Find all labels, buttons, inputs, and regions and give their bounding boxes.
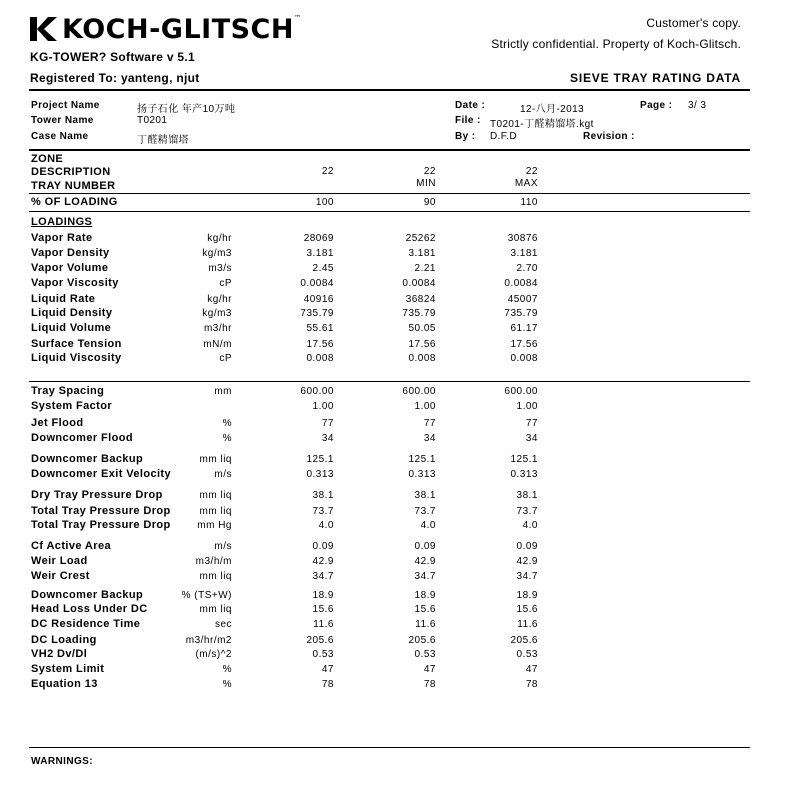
- registered-to: Registered To: yanteng, njut: [30, 71, 200, 85]
- case-name-value: 丁醛精馏塔: [137, 135, 189, 146]
- loading-percent-label: % OF LOADING: [31, 196, 118, 208]
- row-unit: m/s: [214, 469, 232, 480]
- row-value: 34.7: [516, 571, 538, 582]
- row-value: 47: [525, 664, 538, 675]
- row-unit: m3/hr/m2: [185, 635, 232, 646]
- by-label: By :: [455, 131, 476, 142]
- row-value: 47: [321, 664, 334, 675]
- description-label: DESCRIPTION: [31, 166, 111, 178]
- row-value: 4.0: [420, 520, 436, 531]
- row-value: 45007: [507, 294, 538, 305]
- row-unit: cP: [219, 353, 232, 364]
- divider: [29, 747, 750, 748]
- row-value: 2.70: [516, 263, 538, 274]
- divider: [29, 89, 750, 91]
- warnings-label: WARNINGS:: [31, 756, 93, 767]
- by-value: D.F.D: [490, 131, 517, 142]
- row-value: 0.53: [516, 649, 538, 660]
- row-value: 1.00: [516, 401, 538, 412]
- row-value: 34: [525, 433, 538, 444]
- page-value: 3/ 3: [688, 100, 707, 111]
- row-value: 77: [423, 418, 436, 429]
- divider: [29, 381, 750, 382]
- row-value: 0.313: [408, 469, 436, 480]
- row-value: 78: [321, 679, 334, 690]
- row-value: 42.9: [414, 556, 436, 567]
- copy-note: Customer's copy.: [646, 16, 741, 30]
- row-value: 47: [423, 664, 436, 675]
- row-value: 34.7: [414, 571, 436, 582]
- row-value: 18.9: [516, 590, 538, 601]
- row-value: 3.181: [510, 248, 538, 259]
- revision-label: Revision :: [583, 131, 635, 142]
- divider: [29, 193, 750, 194]
- project-name-value: 扬子石化 年产10万吨: [137, 104, 236, 115]
- row-label: Total Tray Pressure Drop: [31, 519, 171, 531]
- row-value: 11.6: [517, 619, 538, 630]
- row-label: Total Tray Pressure Drop: [31, 505, 171, 517]
- row-value: 735.79: [402, 308, 436, 319]
- row-value: 205.6: [510, 635, 538, 646]
- description-value: 22: [525, 166, 538, 177]
- row-value: 600.00: [402, 386, 436, 397]
- row-unit: mm liq: [199, 571, 232, 582]
- tower-name-label: Tower Name: [31, 115, 94, 126]
- row-unit: m3/h/m: [195, 556, 232, 567]
- row-label: Head Loss Under DC: [31, 603, 148, 615]
- row-value: 3.181: [306, 248, 334, 259]
- trademark-symbol: ™: [293, 14, 302, 22]
- row-value: 61.17: [510, 323, 538, 334]
- tray-number-label: TRAY NUMBER: [31, 180, 116, 192]
- row-value: 0.008: [306, 353, 334, 364]
- description-value: 22: [321, 166, 334, 177]
- loading-percent-value: 90: [423, 197, 436, 208]
- row-value: 38.1: [516, 490, 538, 501]
- date-value: 12-八月-2013: [520, 104, 585, 115]
- row-unit: cP: [219, 278, 232, 289]
- row-value: 55.61: [306, 323, 334, 334]
- row-value: 77: [321, 418, 334, 429]
- row-value: 11.6: [313, 619, 334, 630]
- row-value: 0.09: [312, 541, 334, 552]
- row-value: 50.05: [408, 323, 436, 334]
- row-value: 17.56: [510, 339, 538, 350]
- row-label: Weir Load: [31, 555, 88, 567]
- row-value: 42.9: [312, 556, 334, 567]
- row-label: Vapor Rate: [31, 232, 93, 244]
- row-label: Liquid Volume: [31, 322, 112, 334]
- row-label: Surface Tension: [31, 338, 122, 350]
- row-label: Cf Active Area: [31, 540, 111, 552]
- tray-number-value: MIN: [416, 178, 436, 189]
- row-unit: %: [222, 679, 232, 690]
- row-unit: %: [222, 418, 232, 429]
- row-value: 15.6: [312, 604, 334, 615]
- row-value: 0.09: [516, 541, 538, 552]
- row-value: 0.008: [408, 353, 436, 364]
- divider: [29, 149, 750, 151]
- row-unit: mm liq: [199, 506, 232, 517]
- row-value: 78: [525, 679, 538, 690]
- row-value: 34.7: [312, 571, 334, 582]
- row-unit: kg/m3: [202, 308, 232, 319]
- file-value: T0201-丁醛精馏塔.kgt: [490, 119, 594, 130]
- row-value: 36824: [405, 294, 436, 305]
- row-value: 1.00: [312, 401, 334, 412]
- row-value: 3.181: [408, 248, 436, 259]
- row-label: Liquid Density: [31, 307, 113, 319]
- row-label: DC Residence Time: [31, 618, 141, 630]
- row-value: 4.0: [318, 520, 334, 531]
- row-value: 38.1: [312, 490, 334, 501]
- row-label: Weir Crest: [31, 570, 90, 582]
- row-value: 28069: [303, 233, 334, 244]
- row-label: Equation 13: [31, 678, 98, 690]
- row-value: 34: [321, 433, 334, 444]
- row-value: 125.1: [408, 454, 436, 465]
- row-value: 1.00: [414, 401, 436, 412]
- project-name-label: Project Name: [31, 100, 100, 111]
- row-label: VH2 Dv/Dl: [31, 648, 88, 660]
- row-value: 125.1: [306, 454, 334, 465]
- row-label: Tray Spacing: [31, 385, 105, 397]
- row-value: 0.008: [510, 353, 538, 364]
- row-value: 40916: [303, 294, 334, 305]
- row-value: 73.7: [312, 506, 334, 517]
- tower-name-value: T0201: [137, 115, 168, 126]
- row-value: 11.6: [415, 619, 436, 630]
- row-unit: mm liq: [199, 490, 232, 501]
- row-label: System Factor: [31, 400, 113, 412]
- row-unit: kg/hr: [207, 233, 232, 244]
- row-unit: mN/m: [203, 339, 232, 350]
- row-value: 73.7: [516, 506, 538, 517]
- row-label: Downcomer Flood: [31, 432, 133, 444]
- logo-text: KOCH-GLITSCH: [62, 14, 294, 45]
- row-label: Liquid Rate: [31, 293, 96, 305]
- row-value: 38.1: [414, 490, 436, 501]
- row-value: 600.00: [300, 386, 334, 397]
- row-value: 15.6: [516, 604, 538, 615]
- row-unit: mm Hg: [197, 520, 232, 531]
- row-value: 2.45: [312, 263, 334, 274]
- row-value: 73.7: [414, 506, 436, 517]
- report-title: SIEVE TRAY RATING DATA: [570, 71, 741, 85]
- row-value: 78: [423, 679, 436, 690]
- row-label: Downcomer Backup: [31, 589, 144, 601]
- date-label: Date :: [455, 100, 486, 111]
- row-unit: mm liq: [199, 604, 232, 615]
- row-value: 735.79: [300, 308, 334, 319]
- row-label: Dry Tray Pressure Drop: [31, 489, 163, 501]
- row-label: Vapor Viscosity: [31, 277, 119, 289]
- row-label: Liquid Viscosity: [31, 352, 122, 364]
- row-value: 0.53: [312, 649, 334, 660]
- row-unit: mm liq: [199, 454, 232, 465]
- row-label: Vapor Volume: [31, 262, 109, 274]
- row-value: 0.53: [414, 649, 436, 660]
- row-label: Downcomer Backup: [31, 453, 144, 465]
- row-unit: m/s: [214, 541, 232, 552]
- row-value: 0.0084: [300, 278, 334, 289]
- row-value: 0.0084: [504, 278, 538, 289]
- row-unit: %: [222, 433, 232, 444]
- row-label: Downcomer Exit Velocity: [31, 468, 172, 480]
- row-value: 0.09: [414, 541, 436, 552]
- row-value: 2.21: [414, 263, 436, 274]
- zone-label: ZONE: [31, 153, 64, 165]
- row-value: 15.6: [414, 604, 436, 615]
- row-value: 42.9: [516, 556, 538, 567]
- row-unit: (m/s)^2: [195, 649, 232, 660]
- loading-percent-value: 110: [520, 197, 538, 208]
- description-value: 22: [423, 166, 436, 177]
- row-unit: kg/m3: [202, 248, 232, 259]
- row-value: 18.9: [312, 590, 334, 601]
- row-label: Jet Flood: [31, 417, 84, 429]
- row-value: 4.0: [522, 520, 538, 531]
- row-unit: sec: [214, 619, 232, 630]
- row-unit: m3/s: [208, 263, 232, 274]
- loading-percent-value: 100: [315, 197, 334, 208]
- row-value: 77: [525, 418, 538, 429]
- row-label: DC Loading: [31, 634, 97, 646]
- row-value: 735.79: [504, 308, 538, 319]
- row-value: 0.313: [510, 469, 538, 480]
- tray-number-value: MAX: [514, 178, 538, 189]
- case-name-label: Case Name: [31, 131, 89, 142]
- software-version: KG-TOWER? Software v 5.1: [30, 50, 196, 64]
- kg-logo-icon: [30, 17, 58, 41]
- row-value: 25262: [405, 233, 436, 244]
- row-unit: m3/hr: [203, 323, 232, 334]
- row-label: Vapor Density: [31, 247, 110, 259]
- row-unit: % (TS+W): [181, 590, 232, 601]
- loadings-section-title: LOADINGS: [31, 216, 93, 228]
- row-value: 17.56: [306, 339, 334, 350]
- row-unit: %: [222, 664, 232, 675]
- row-value: 0.0084: [402, 278, 436, 289]
- row-value: 205.6: [306, 635, 334, 646]
- row-value: 17.56: [408, 339, 436, 350]
- koch-glitsch-logo: [30, 14, 301, 45]
- page-label: Page :: [640, 100, 673, 111]
- row-value: 34: [423, 433, 436, 444]
- row-label: System Limit: [31, 663, 105, 675]
- row-value: 205.6: [408, 635, 436, 646]
- row-value: 30876: [507, 233, 538, 244]
- row-value: 18.9: [414, 590, 436, 601]
- row-unit: mm: [214, 386, 232, 397]
- divider: [29, 211, 750, 212]
- row-value: 0.313: [306, 469, 334, 480]
- row-value: 125.1: [510, 454, 538, 465]
- file-label: File :: [455, 115, 481, 126]
- row-value: 600.00: [504, 386, 538, 397]
- confidential-note: Strictly confidential. Property of Koch-Glitsch.: [491, 37, 741, 51]
- row-unit: kg/hr: [207, 294, 232, 305]
